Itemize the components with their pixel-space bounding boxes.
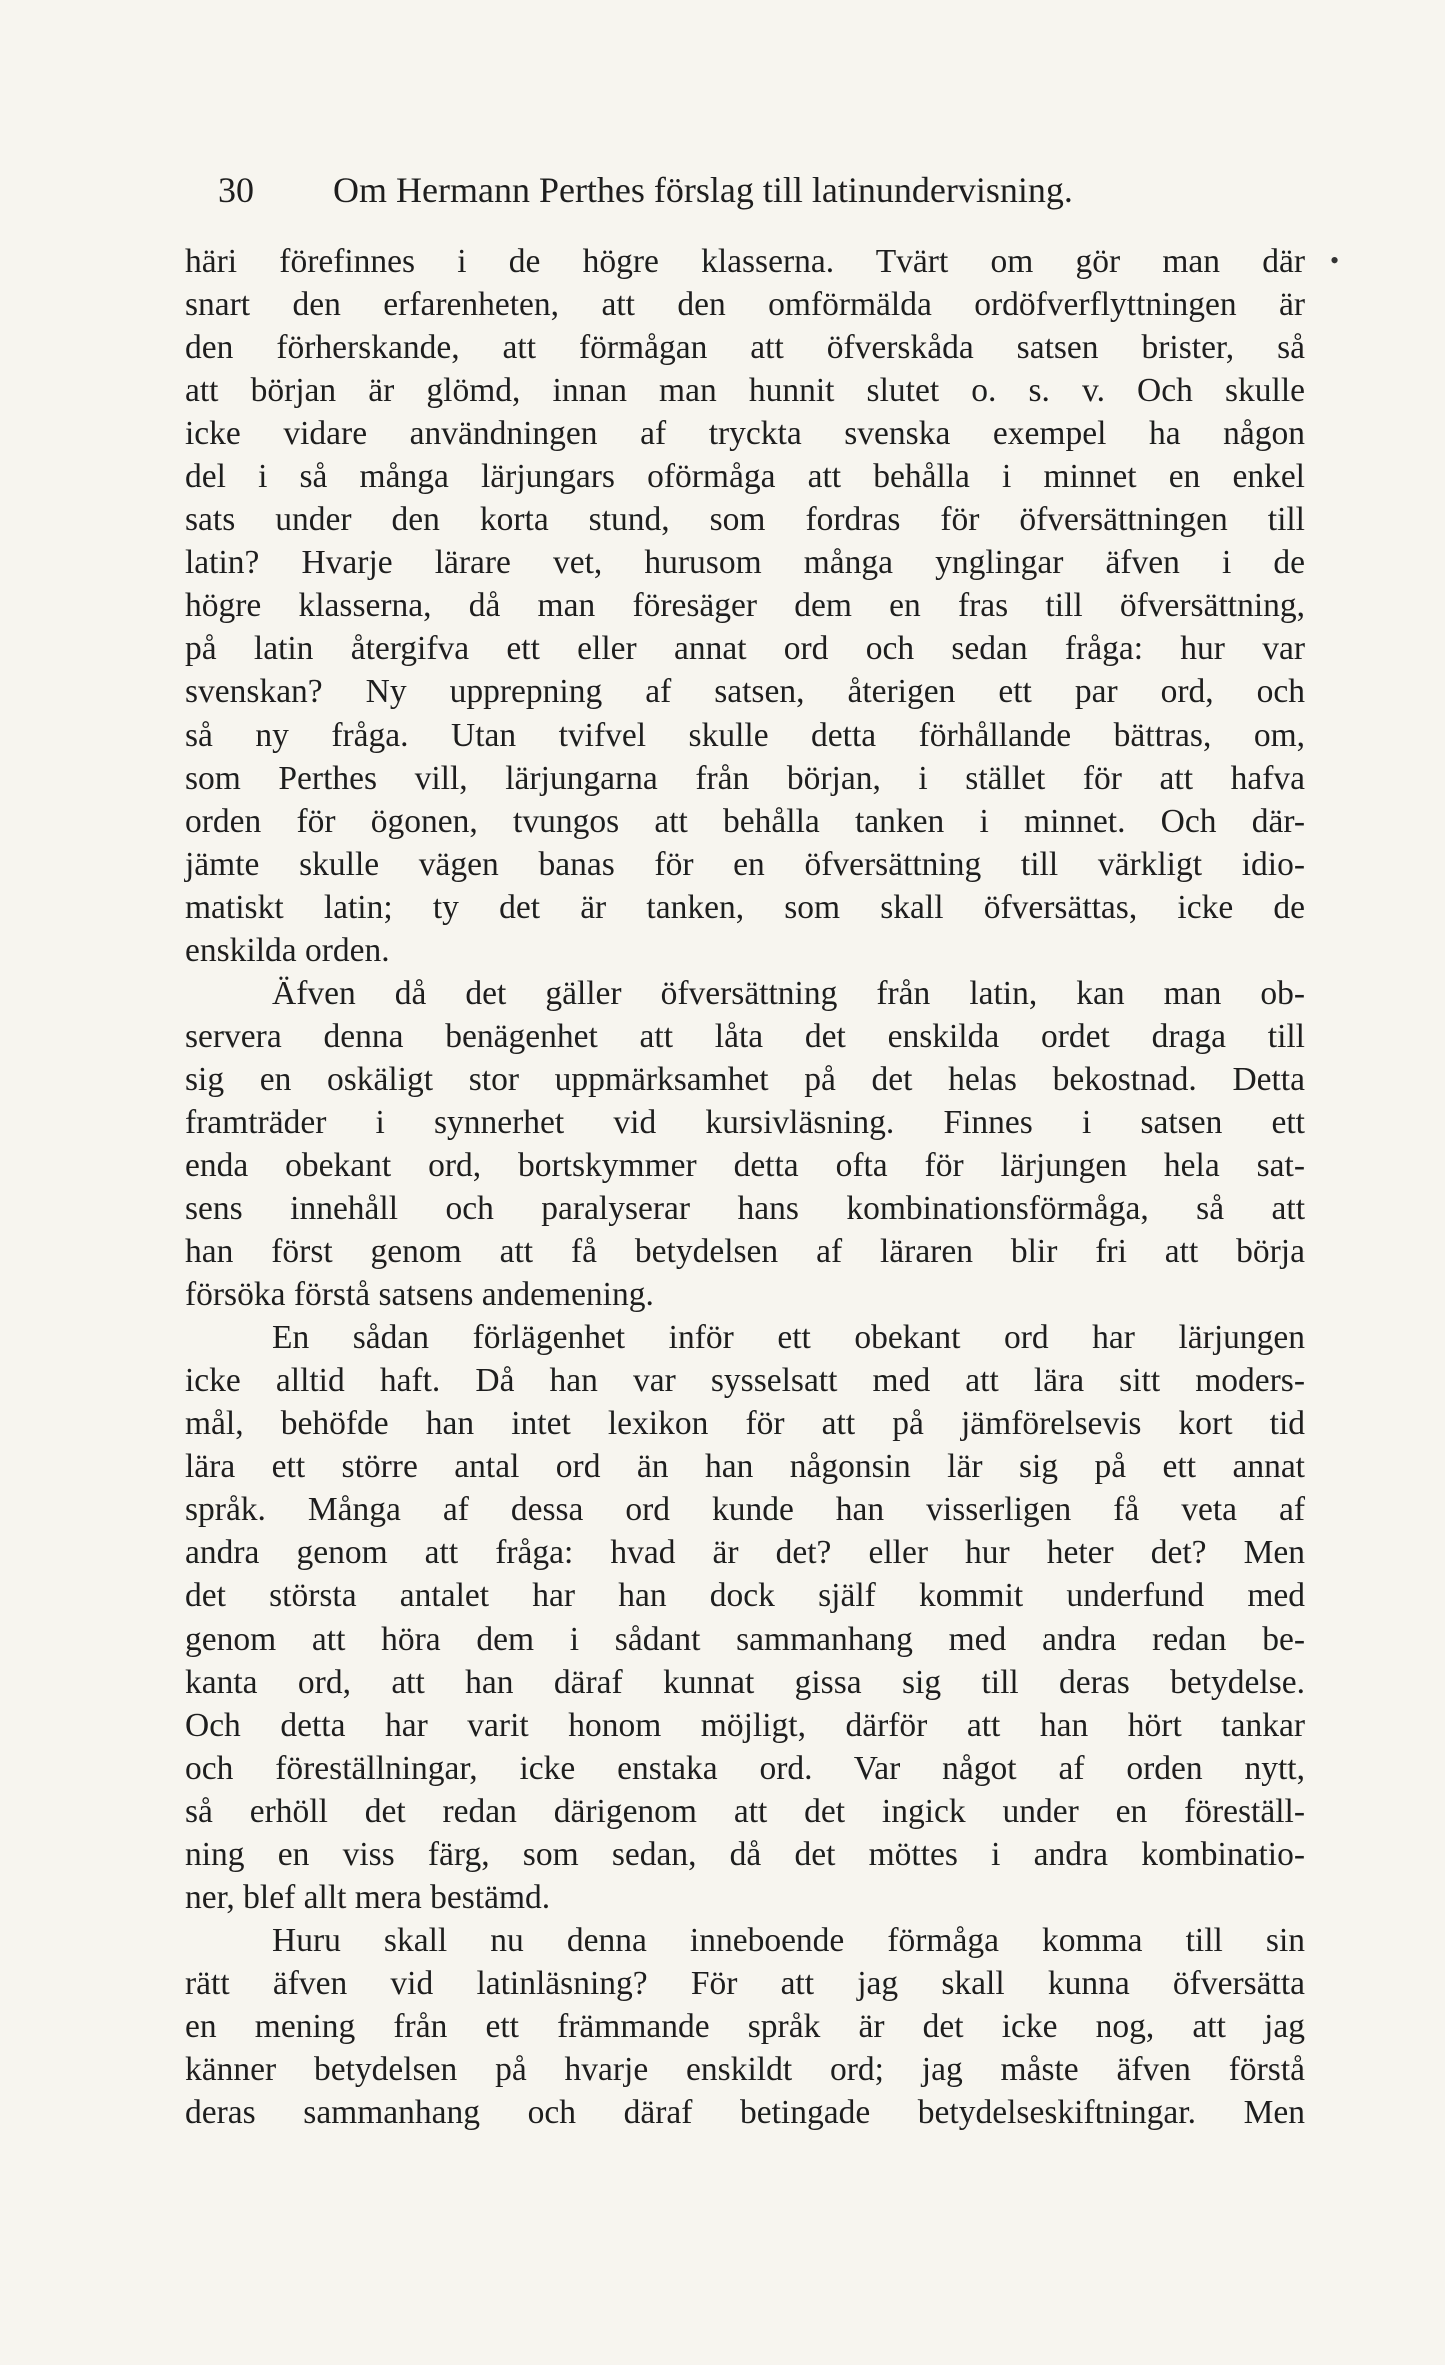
text-line: och föreställningar, icke enstaka ord. Var något af orden nytt, xyxy=(185,1749,1305,1787)
text-line: genom att höra dem i sådant sammanhang med andra redan be- xyxy=(185,1620,1305,1658)
text-line: det största antalet har han dock själf kommit underfund med xyxy=(185,1577,1305,1615)
text-line: andra genom att fråga: hvad är det? eller hur heter det? Men xyxy=(185,1534,1305,1572)
text-line: svenskan? Ny upprepning af satsen, återigen ett par ord, och xyxy=(185,673,1305,711)
text-line: högre klasserna, då man föresäger dem en fras till öfversättning, xyxy=(185,587,1305,625)
text-line: språk. Många af dessa ord kunde han visserligen få veta af xyxy=(185,1491,1305,1529)
paragraph-end-line: försöka förstå satsens andemening. xyxy=(185,1276,654,1314)
text-line: rätt äfven vid latinläsning? För att jag skall kunna öfversätta xyxy=(185,1964,1305,2002)
text-line: servera denna benägenhet att låta det enskilda ordet draga till xyxy=(185,1017,1305,1055)
text-line: lära ett större antal ord än han någonsin lär sig på ett annat xyxy=(185,1448,1305,1486)
text-line: deras sammanhang och däraf betingade betydelseskiftningar. Men xyxy=(185,2094,1305,2132)
paragraph-start-line: Huru skall nu denna inneboende förmåga komma till sin xyxy=(272,1921,1305,1959)
text-line: enda obekant ord, bortskymmer detta ofta för lärjungen hela sat- xyxy=(185,1146,1305,1184)
paragraph-start-line: En sådan förlägenhet inför ett obekant ord har lärjungen xyxy=(272,1319,1305,1357)
text-line: han först genom att få betydelsen af läraren blir fri att börja xyxy=(185,1233,1305,1271)
paragraph-end-line: ner, blef allt mera bestämd. xyxy=(185,1878,551,1916)
text-line: jämte skulle vägen banas för en öfversättning till värkligt idio- xyxy=(185,845,1305,883)
text-line: häri förefinnes i de högre klasserna. Tvärt om gör man där xyxy=(185,243,1305,280)
text-line: latin? Hvarje lärare vet, hurusom många ynglingar äfven i de xyxy=(185,544,1305,582)
body-text xyxy=(185,240,1305,2134)
text-line: så erhöll det redan därigenom att det ingick under en föreställ- xyxy=(185,1792,1305,1830)
text-line: den förherskande, att förmågan att öfverskåda satsen brister, så xyxy=(185,329,1305,367)
text-line: icke alltid haft. Då han var sysselsatt med att lära sitt moders- xyxy=(185,1362,1305,1400)
text-line: snart den erfarenheten, att den omförmälda ordöfverflyttningen är xyxy=(185,286,1305,324)
text-line: orden för ögonen, tvungos att behålla tanken i minnet. Och där- xyxy=(185,802,1305,840)
text-line: framträder i synnerhet vid kursivläsning. Finnes i satsen ett xyxy=(185,1103,1305,1141)
text-line: på latin återgifva ett eller annat ord och sedan fråga: hur var xyxy=(185,630,1305,668)
text-line: som Perthes vill, lärjungarna från början, i stället för att hafva xyxy=(185,759,1305,797)
text-line: matiskt latin; ty det är tanken, som skall öfversättas, icke de xyxy=(185,888,1305,926)
text-line: ning en viss färg, som sedan, då det möttes i andra kombinatio- xyxy=(185,1835,1305,1873)
text-line: sens innehåll och paralyserar hans kombinationsförmåga, så att xyxy=(185,1190,1305,1228)
text-line: en mening från ett främmande språk är det icke nog, att jag xyxy=(185,2007,1305,2045)
text-line: sig en oskäligt stor uppmärksamhet på det helas bekostnad. Detta xyxy=(185,1060,1305,1098)
text-line: del i så många lärjungars oförmåga att behålla i minnet en enkel xyxy=(185,458,1305,496)
text-line: kanta ord, att han däraf kunnat gissa sig till deras betydelse. xyxy=(185,1663,1305,1701)
text-line: att början är glömd, innan man hunnit slutet o. s. v. Och skulle xyxy=(185,372,1305,410)
text-line: så ny fråga. Utan tvifvel skulle detta förhållande bättras, om, xyxy=(185,716,1305,754)
running-title: Om Hermann Perthes förslag till latinundervisning. xyxy=(333,170,1073,210)
paragraph-end-line: enskilda orden. xyxy=(185,931,390,969)
running-head xyxy=(218,168,1318,212)
text-line: Och detta har varit honom möjligt, därför att han hört tankar xyxy=(185,1706,1305,1744)
margin-mark: • xyxy=(1330,246,1340,275)
text-line: sats under den korta stund, som fordras för öfversättningen till xyxy=(185,501,1305,539)
paragraph-start-line: Äfven då det gäller öfversättning från latin, kan man ob- xyxy=(272,974,1305,1012)
text-line: icke vidare användningen af tryckta svenska exempel ha någon xyxy=(185,415,1305,453)
text-line: känner betydelsen på hvarje enskildt ord; jag måste äfven förstå xyxy=(185,2050,1305,2088)
page-number: 30 xyxy=(218,170,254,210)
text-line: mål, behöfde han intet lexikon för att på jämförelsevis kort tid xyxy=(185,1405,1305,1443)
